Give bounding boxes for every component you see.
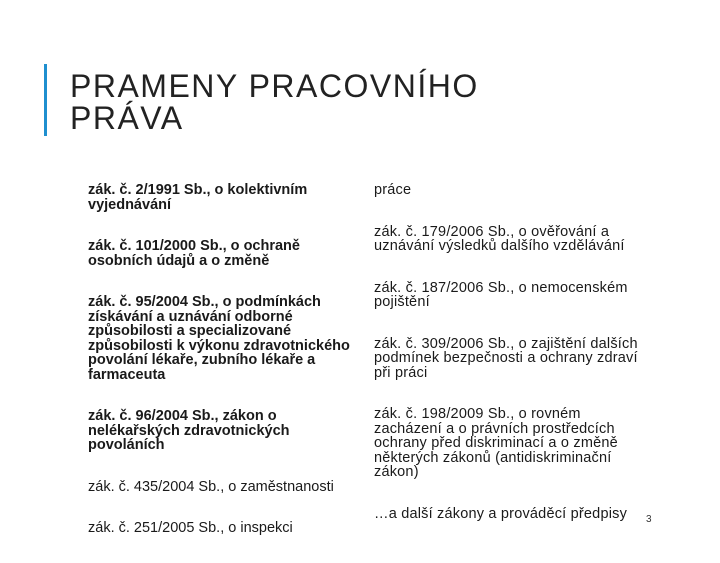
- law-item: zák. č. 95/2004 Sb., o podmínkách získávání a uznávání odborné způsobilosti a specializované způsobilosti k výkonu zdravotnického povolání lékaře, zubního lékaře a farmaceuta: [88, 294, 350, 383]
- slide-title-line-1: PRAMENY PRACOVNÍHO: [70, 68, 479, 104]
- law-item: zák. č. 2/1991 Sb., o kolektivním vyjednávání: [88, 182, 308, 213]
- page-number: 3: [646, 514, 652, 525]
- law-item: zák. č. 101/2000 Sb., o ochraně osobních údajů a o změně: [88, 238, 300, 269]
- law-item: práce: [374, 182, 412, 198]
- slide-title-line-2: PRÁVA: [70, 100, 184, 136]
- right-column: [374, 183, 644, 548]
- law-item: …a další zákony a prováděcí předpisy: [374, 505, 628, 522]
- law-item: zák. č. 309/2006 Sb., o zajištění dalších podmínek bezpečnosti a ochrany zdraví při práci: [374, 335, 638, 381]
- slide-title: [70, 70, 630, 134]
- law-item: zák. č. 187/2006 Sb., o nemocenském pojištění: [374, 279, 628, 310]
- left-column: [88, 183, 356, 563]
- law-item: zák. č. 96/2004 Sb., zákon o nelékařských zdravotnických povoláních: [88, 408, 290, 453]
- law-item: zák. č. 435/2004 Sb., o zaměstnanosti: [88, 478, 334, 495]
- title-accent-bar: [44, 64, 47, 136]
- law-item: zák. č. 198/2009 Sb., o rovném zacházení a o právních prostředcích ochrany před diskriminací a o změně některých zákonů (antidiskriminační zákon): [374, 406, 618, 480]
- law-item: zák. č. 179/2006 Sb., o ověřování a uznávání výsledků dalšího vzdělávání: [374, 223, 625, 254]
- law-item: zák. č. 251/2005 Sb., o inspekci: [88, 520, 293, 536]
